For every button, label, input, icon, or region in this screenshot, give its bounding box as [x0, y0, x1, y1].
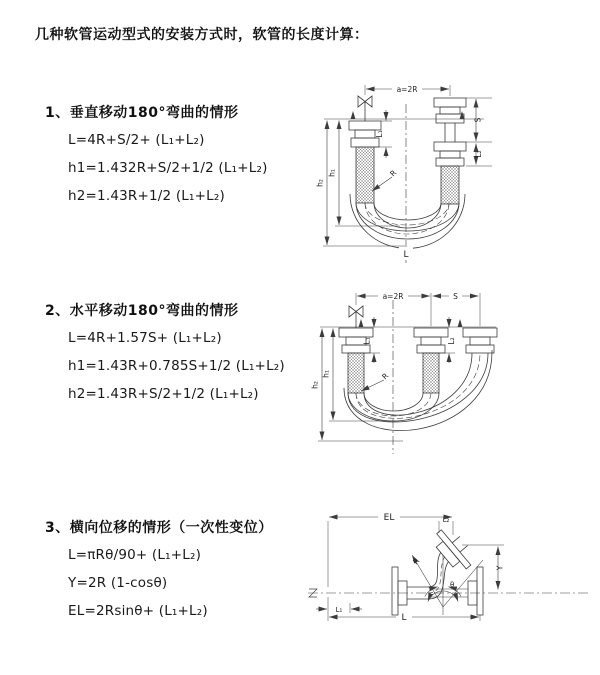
diagram-horizontal-180 [308, 286, 600, 472]
formula-line: h2=1.43R+1/2 (L₁+L₂) [68, 188, 225, 204]
right-flange [468, 567, 483, 615]
page-title: 几种软管运动型式的安装方式时，软管的长度计算： [35, 27, 369, 43]
movement-arrows [351, 111, 465, 119]
right-pipe-assembly [463, 328, 497, 353]
radius-leader [361, 380, 384, 391]
diagram-vertical-180 [308, 76, 600, 266]
formula-line: L=4R+1.57S+ (L₁+L₂) [68, 330, 222, 346]
dim-label-l1: L₁ [362, 337, 372, 345]
displaced-flange [430, 523, 479, 574]
drawing-3 [308, 517, 590, 621]
radius-label: R [380, 371, 391, 382]
dim-label-y: Y [495, 565, 505, 571]
dim-label-l2: L₂ [447, 337, 456, 345]
middle-pipe-assembly [414, 328, 448, 393]
dim-label-l1: L₁ [375, 130, 384, 138]
valve-icon [358, 96, 372, 121]
section-1-heading: 1、垂直移动180°弯曲的情形 [45, 105, 239, 121]
radius-label: R [411, 556, 422, 567]
dim-label-s: S [473, 117, 483, 123]
formula-line: h1=1.43R+0.785S+1/2 (L₁+L₂) [68, 358, 285, 374]
formula-line: L=πRθ/90+ (L₁+L₂) [68, 547, 202, 563]
formula-line: h1=1.432R+S/2+1/2 (L₁+L₂) [68, 160, 268, 176]
section-3-heading: 3、横向位移的情形（一次性变位） [45, 520, 273, 536]
radius-leader [372, 177, 392, 191]
diagram-lateral-displacement [298, 505, 600, 645]
section-lateral-displacement [45, 517, 273, 631]
radius-label: R [388, 168, 399, 179]
hose-s-curve [428, 553, 448, 600]
theta-label: θ [450, 581, 455, 589]
dim-label-h1: h₁ [321, 370, 331, 378]
dim-label-a2r: a=2R [382, 292, 404, 301]
dim-label-h2: h₂ [310, 381, 320, 389]
dim-label-l2: L₂ [474, 150, 483, 158]
formula-line: EL=2Rsinθ+ (L₁+L₂) [68, 603, 208, 619]
drawing-1 [323, 85, 492, 263]
section-vertical-movement [45, 102, 268, 216]
dim-label-h1: h₁ [327, 169, 337, 177]
dim-label-l1: L₁ [335, 606, 343, 614]
dim-label-el: EL [383, 513, 395, 523]
section-2-heading: 2、水平移动180°弯曲的情形 [45, 303, 239, 319]
length-label: L [401, 613, 407, 623]
left-flange [392, 567, 430, 615]
formula-line: Y=2R (1-cosθ) [68, 575, 168, 591]
hose-u-bends [344, 350, 492, 431]
section-horizontal-movement [45, 300, 285, 414]
drawing-2 [318, 293, 497, 454]
dim-label-h2: h₂ [315, 179, 325, 187]
length-label: L [403, 250, 409, 260]
formula-line: h2=1.43R+S/2+1/2 (L₁+L₂) [68, 386, 259, 402]
dim-label-s: S [453, 292, 458, 301]
dim-label-a2r: a=2R [396, 85, 418, 94]
dim-label-l2: L₂ [442, 516, 450, 524]
formula-line: L=4R+S/2+ (L₁+L₂) [68, 132, 205, 148]
